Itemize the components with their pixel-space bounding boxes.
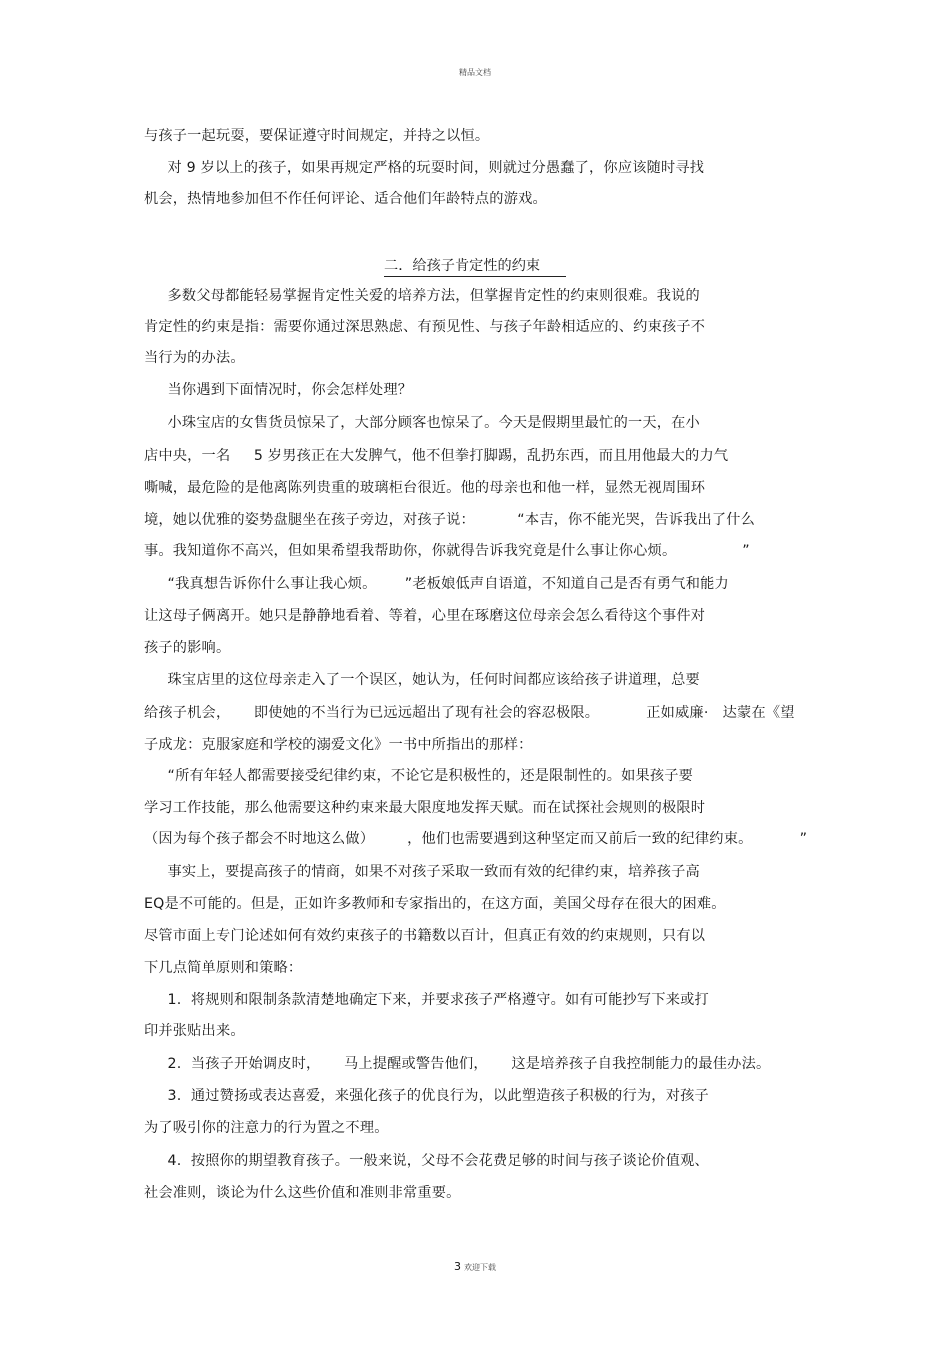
text-line: 让这母子俩离开。她只是静静地看着、等着，心里在琢磨这位母亲会怎么看待这个事件对 xyxy=(144,608,706,624)
text-line: 与孩子一起玩耍，要保证遵守时间规定，并持之以恒。 xyxy=(144,128,490,144)
text-line: 事。我知道你不高兴，但如果希望我帮助你，你就得告诉我究竟是什么事让你心烦。 ” xyxy=(144,543,750,559)
text-line: 印并张贴出来。 xyxy=(144,1023,245,1039)
text-line: “我真想告诉你什么事让我心烦。 ”老板娘低声自语道，不知道自己是否有勇气和能力 xyxy=(144,576,729,592)
text-line: （因为每个孩子都会不时地这么做） ，他们也需要遇到这种坚定而又前后一致的纪律约束。 ” xyxy=(144,831,808,847)
text-line: 社会准则，谈论为什么这些价值和准则非常重要。 xyxy=(144,1185,461,1201)
text-line: 尽管市面上专门论述如何有效约束孩子的书籍数以百计，但真正有效的约束规则，只有以 xyxy=(144,928,706,944)
text-line: 小珠宝店的女售货员惊呆了，大部分顾客也惊呆了。今天是假期里最忙的一天，在小 xyxy=(144,415,700,431)
text-line: 给孩子机会， 即使她的不当行为已远远超出了现有社会的容忍极限。 正如威廉· 达蒙在《望 xyxy=(144,705,795,721)
text-line: 对 9 岁以上的孩子，如果再规定严格的玩耍时间，则就过分愚蠢了，你应该随时寻找 xyxy=(144,160,705,176)
text-line: 为了吸引你的注意力的行为置之不理。 xyxy=(144,1120,389,1136)
page-footer xyxy=(0,1260,950,1273)
text-line: EQ是不可能的。但是，正如许多教师和专家指出的，在这方面，美国父母存在很大的困难。 xyxy=(144,896,726,912)
text-line: 下几点简单原则和策略： xyxy=(144,960,303,976)
text-line: 学习工作技能，那么他需要这种约束来最大限度地发挥天赋。而在试探社会规则的极限时 xyxy=(144,800,706,816)
text-line: 机会，热情地参加但不作任何评论、适合他们年龄特点的游戏。 xyxy=(144,191,547,207)
text-line: 3. 通过赞扬或表达喜爱，来强化孩子的优良行为，以此塑造孩子积极的行为，对孩子 xyxy=(144,1088,709,1104)
text-line: 孩子的影响。 xyxy=(144,640,231,656)
text-line: 店中央，一名 5 岁男孩正在大发脾气，他不但拳打脚踢，乱扔东西，而且用他最大的力气 xyxy=(144,448,729,464)
text-line: 多数父母都能轻易掌握肯定性关爱的培养方法，但掌握肯定性的约束则很难。我说的 xyxy=(144,288,700,304)
page-header: 精品文档 xyxy=(459,68,491,77)
section-heading: 二．给孩子肯定性的约束 xyxy=(384,256,566,277)
text-line: 珠宝店里的这位母亲走入了一个误区，她认为，任何时间都应该给孩子讲道理，总要 xyxy=(144,672,700,688)
page-number: 3 xyxy=(454,1260,461,1273)
text-line: 当行为的办法。 xyxy=(144,350,245,366)
text-line: 子成龙：克服家庭和学校的溺爱文化》一书中所指出的那样： xyxy=(144,737,533,753)
text-line: “所有年轻人都需要接受纪律约束，不论它是积极性的，还是限制性的。如果孩子要 xyxy=(144,768,694,784)
text-line: 当你遇到下面情况时，你会怎样处理？ xyxy=(144,382,413,398)
text-line: 嘶喊，最危险的是他离陈列贵重的玻璃柜台很近。他的母亲也和他一样，显然无视周围环 xyxy=(144,480,706,496)
text-line: 4. 按照你的期望教育孩子。一般来说，父母不会花费足够的时间与孩子谈论价值观、 xyxy=(144,1153,709,1169)
text-line: 肯定性的约束是指：需要你通过深思熟虑、有预见性、与孩子年龄相适应的、约束孩子不 xyxy=(144,319,706,335)
text-line: 1. 将规则和限制条款清楚地确定下来，并要求孩子严格遵守。如有可能抄写下来或打 xyxy=(144,992,709,1008)
text-line: 境，她以优雅的姿势盘腿坐在孩子旁边，对孩子说： “本吉，你不能光哭，告诉我出了什么 xyxy=(144,512,756,528)
text-line: 事实上，要提高孩子的情商，如果不对孩子采取一致而有效的纪律约束，培养孩子高 xyxy=(144,864,700,880)
text-line: 2. 当孩子开始调皮时， 马上提醒或警告他们， 这是培养孩子自我控制能力的最佳办法。 xyxy=(144,1056,771,1072)
footer-label: 欢迎下载 xyxy=(464,1263,496,1272)
